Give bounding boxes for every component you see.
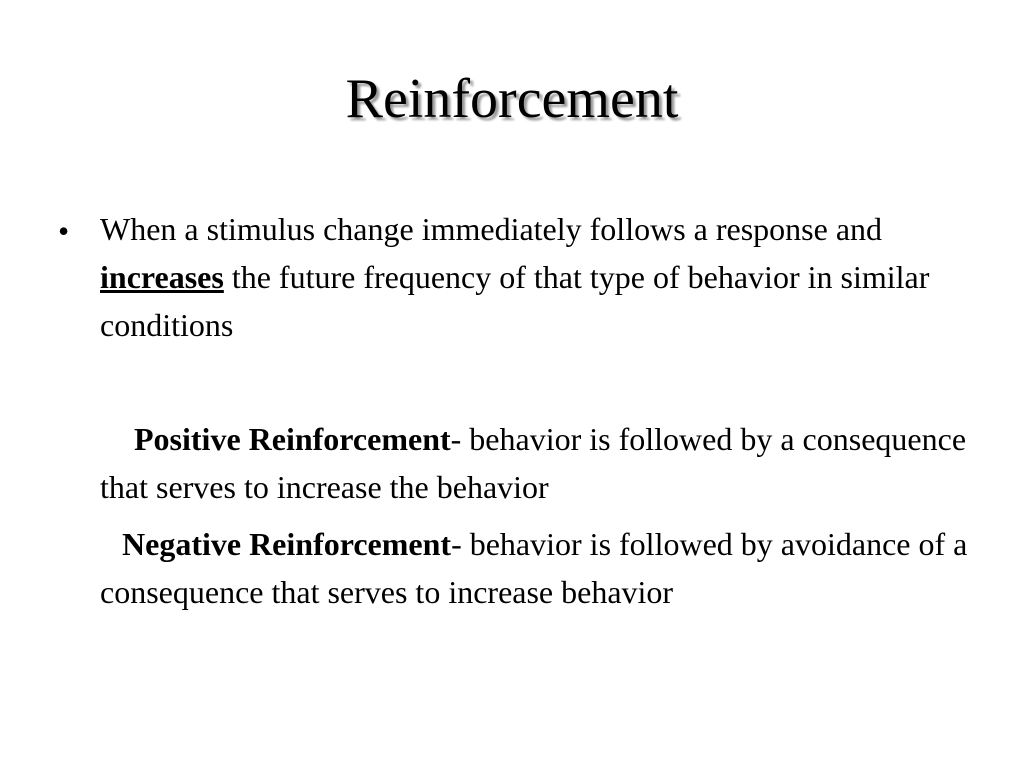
negative-reinforcement-definition: - behavior is followed by avoidance of a consequence that serves to increase behavior xyxy=(100,526,968,610)
positive-reinforcement-definition: - behavior is followed by a consequence that serves to increase the behavior xyxy=(100,421,967,505)
positive-reinforcement-paragraph xyxy=(100,415,980,511)
slide-title: Reinforcement xyxy=(345,68,679,130)
negative-reinforcement-term: Negative Reinforcement xyxy=(122,526,452,562)
definition-paragraph xyxy=(100,205,980,349)
emphasis-increases: increases xyxy=(100,259,224,295)
positive-reinforcement-term: Positive Reinforcement xyxy=(134,421,451,457)
bullet-marker: • xyxy=(58,213,70,249)
definition-text-start: When a stimulus change immediately follows a response and xyxy=(100,211,883,247)
definition-text-end: the future frequency of that type of behavior in similar conditions xyxy=(100,259,930,343)
negative-reinforcement-paragraph xyxy=(100,520,980,616)
